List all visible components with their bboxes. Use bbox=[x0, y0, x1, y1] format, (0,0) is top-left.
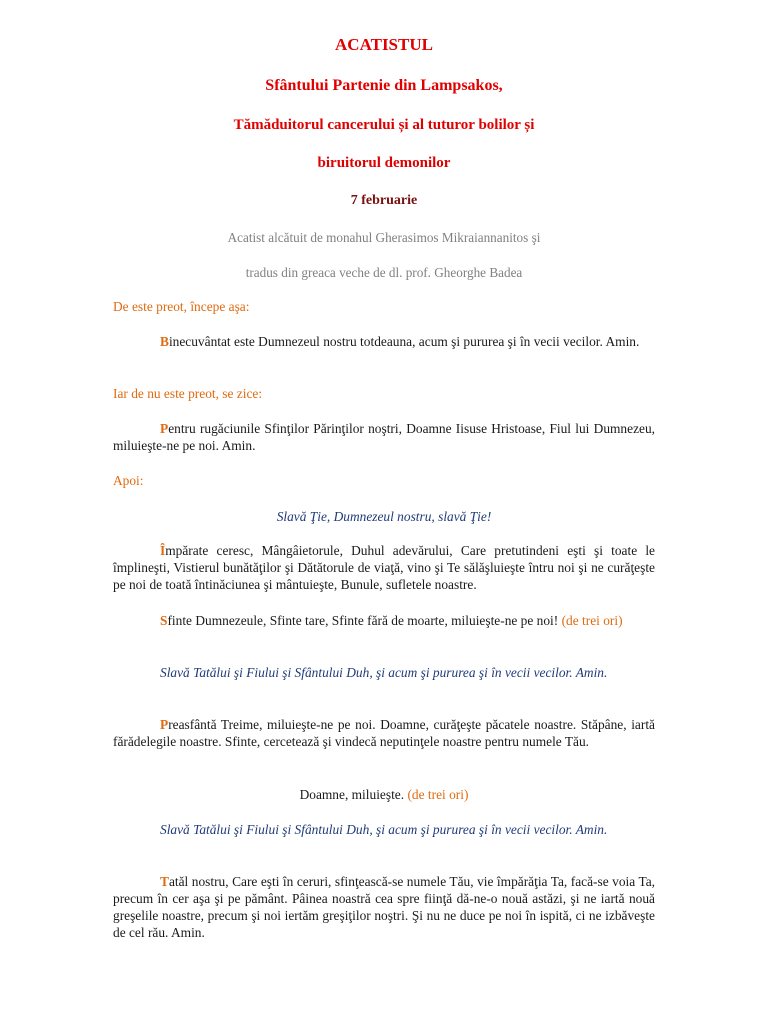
drop-initial: S bbox=[160, 613, 168, 628]
glory-line: Slavă Ţie, Dumnezeul nostru, slavă Ţie! bbox=[276, 509, 492, 524]
rubric-then: Apoi: bbox=[113, 473, 144, 488]
drop-initial: T bbox=[160, 874, 169, 889]
rubric-no-priest: Iar de nu este preot, se zice: bbox=[113, 386, 263, 401]
paragraph-text: reasfântă Treime, miluieşte-ne pe noi. Doamne, curăţeşte păcatele noastre. Stăpâne, iartă fărădelegile noastre. Sfinte, cercetează şi vindecă neputinţele noastre pentru numele Tău. bbox=[113, 717, 655, 749]
drop-initial: P bbox=[160, 421, 169, 436]
paragraph-text: entru rugăciunile Sfinţilor Părinţilor noştri, Doamne Iisuse Hristoase, Fiul lui Dumnezeu, miluieşte-ne pe noi. Amin. bbox=[113, 421, 655, 453]
paragraph-heavenly-king bbox=[113, 542, 655, 593]
paragraph-text: atăl nostru, Care eşti în ceruri, sfinţească-se numele Tău, vie împărăţia Ta, facă-se voia Ta, precum în cer aşa şi pe pământ. Pâinea noastră cea spre fiinţă dă-ne-o nouă astăzi, şi ne iartă nouă greşelile noastre, precum şi noi iertăm greşiţilor noştri. Şi nu ne duce pe noi în ispită, ci ne izbăveşte de cel rău. Amin. bbox=[113, 874, 655, 940]
rubric-three-times: (de trei ori) bbox=[407, 787, 469, 802]
kyrie-line bbox=[0, 786, 768, 803]
drop-initial: P bbox=[160, 717, 169, 732]
doxology-2: Slavă Tatălui şi Fiului şi Sfântului Duh, şi acum şi pururea şi în vecii vecilor. Amin. bbox=[160, 822, 608, 837]
paragraph-our-father bbox=[113, 873, 655, 941]
paragraph-text: mpărate ceresc, Mângâietorule, Duhul adevărului, Care pretutindeni eşti şi toate le împlineşti, Vistierul bunătăţilor şi Dătătorule de viaţă, vino şi Te sălăşluieşte întru noi şi ne curăţeşte pe noi de toată întinăciunea şi mântuieşte, Bunule, sufletele noastre. bbox=[113, 543, 655, 592]
drop-initial: B bbox=[160, 334, 169, 349]
subtitle-line-1: Tămăduitorul cancerului și al tuturor bolilor și bbox=[233, 117, 535, 133]
paragraph-trisagion bbox=[113, 612, 655, 629]
doxology-1: Slavă Tatălui şi Fiului şi Sfântului Duh, şi acum şi pururea şi în vecii vecilor. Amin. bbox=[160, 665, 608, 680]
rubric-priest: De este preot, începe aşa: bbox=[113, 299, 250, 314]
feast-date: 7 februarie bbox=[350, 193, 418, 208]
kyrie-text: Doamne, miluieşte. bbox=[299, 787, 408, 802]
subtitle-line-2: biruitorul demonilor bbox=[317, 155, 451, 171]
paragraph-text: finte Dumnezeule, Sfinte tare, Sfinte fără de moarte, miluieşte-ne pe noi! bbox=[167, 613, 562, 628]
paragraph-prayer bbox=[113, 420, 655, 454]
author-line-2: tradus din greaca veche de dl. prof. Gheorghe Badea bbox=[245, 265, 523, 280]
paragraph-trinity bbox=[113, 716, 655, 750]
saint-name: Sfântului Partenie din Lampsakos, bbox=[265, 77, 503, 94]
page-title: ACATISTUL bbox=[335, 35, 433, 54]
paragraph-blessing bbox=[113, 333, 655, 350]
paragraph-text: inecuvântat este Dumnezeul nostru totdeauna, acum şi pururea şi în vecii vecilor. Amin. bbox=[168, 334, 640, 349]
drop-initial: Î bbox=[160, 543, 166, 558]
rubric-three-times: (de trei ori) bbox=[561, 613, 623, 628]
author-line-1: Acatist alcătuit de monahul Gherasimos Mikraiannanitos şi bbox=[227, 230, 541, 245]
